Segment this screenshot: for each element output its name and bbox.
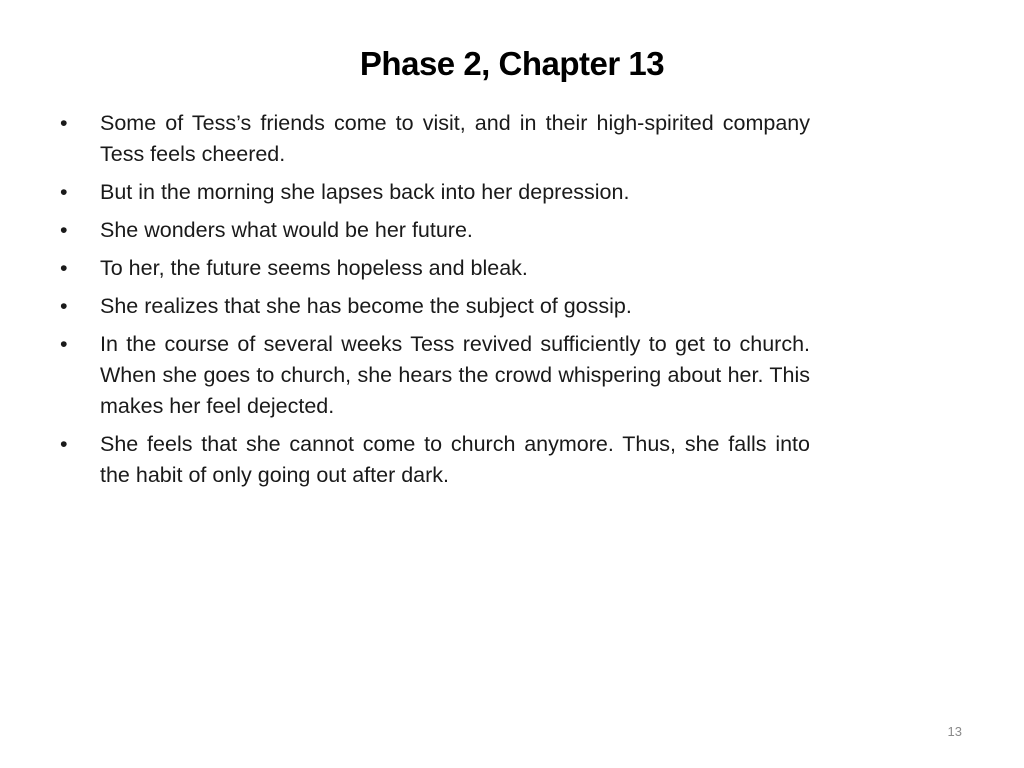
bullet-item	[56, 429, 810, 491]
bullet-icon: •	[60, 332, 68, 356]
bullet-item	[56, 177, 810, 208]
bullet-text: She realizes that she has become the subject of gossip.	[100, 294, 632, 318]
bullet-text: To her, the future seems hopeless and bleak.	[100, 256, 528, 280]
bullet-icon: •	[60, 218, 68, 242]
bullet-icon: •	[60, 180, 68, 204]
bullet-text: She wonders what would be her future.	[100, 218, 473, 242]
bullet-item	[56, 253, 810, 284]
bullet-item	[56, 329, 810, 422]
bullet-icon: •	[60, 256, 68, 280]
bullet-icon: •	[60, 432, 68, 456]
bullet-item	[56, 215, 810, 246]
bullet-item	[56, 291, 810, 322]
bullet-text: Some of Tess’s friends come to visit, and in their high-spirited company Tess feels cheered.	[100, 111, 810, 166]
bullet-item	[56, 108, 810, 170]
bullet-text: In the course of several weeks Tess revived sufficiently to get to church. When she goes to church, she hears the crowd whispering about her. This makes her feel dejected.	[100, 332, 810, 418]
bullet-text: She feels that she cannot come to church anymore. Thus, she falls into the habit of only going out after dark.	[100, 432, 810, 487]
bullet-list	[56, 108, 810, 498]
bullet-icon: •	[60, 294, 68, 318]
slide-title: Phase 2, Chapter 13	[359, 45, 665, 82]
page-number: 13	[947, 724, 962, 739]
bullet-text: But in the morning she lapses back into her depression.	[100, 180, 630, 204]
bullet-icon: •	[60, 111, 68, 135]
